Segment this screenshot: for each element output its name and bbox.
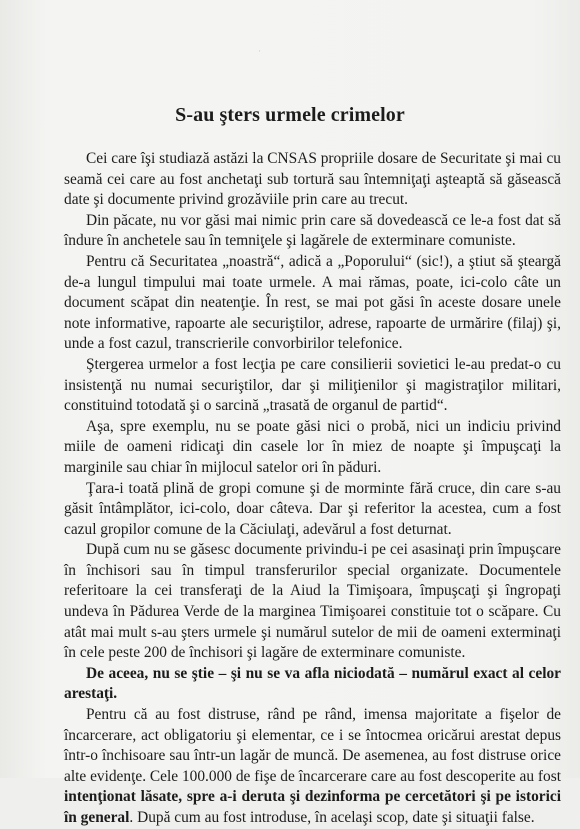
text-run: Cei care îşi studiază astăzi la CNSAS propriile dosare de Securitate şi mai cu seamă cei care au fost anchetaţi sub tortură sau întemniţaţi aşteaptă să găsească date şi documente privind grozăviile prin care au trecut.: [64, 150, 561, 209]
text-run: Pentru că Securitatea „noastră“, adică a „Poporului“ (sic!), a ştiut să şteargă de-a lungul timpului mai toate urmele. A mai rămas, poate, ici-colo câte un document scăpat din neatenţie. În rest, se mai pot găsi în aceste dosare unele note informative, rapoarte ale securiştilor, adrese, rapoarte de urmărire (filaj) şi, unde a fost cazul, transcrierile convorbirilor telefonice.: [64, 252, 561, 353]
page-title: S-au şters urmele crimelor: [175, 104, 405, 126]
text-run: Ţara-i toată plină de gropi comune şi de morminte fără cruce, din care s-au găsit întâmplător, ici-colo, doar câteva. Dar şi referitor la acestea, cum a fost cazul gropilor comune de la Căciulaţi, adevărul a fost deturnat.: [64, 479, 561, 538]
paragraph: [64, 211, 561, 252]
text-run: . După cum au fost introduse, în acelaşi scop, date şi situaţii false.: [129, 809, 535, 826]
text-run: Pentru că au fost distruse, rând pe rând, imensa majoritate a fişelor de încarcerare, act obligatoriu şi elementar, ce i se întocmea oricărui arestat depus într-o închisoare sau într-un lagăr de muncă. De asemenea, au fost distruse orice alte evidenţe. Cele 100.000 de fişe de încarcerare care au fost descoperite au fost: [64, 706, 561, 785]
paragraph: [64, 149, 561, 211]
paragraph: [64, 540, 561, 664]
text-run: După cum nu se găsesc documente privindu-i pe cei asasinaţi prin împuşcare în închisori sau în timpul transferurilor special organizate. Documentele referitoare la cei transferaţi de la Aiud la Timişoara, împuşcaţi şi îngropaţi undeva în Pădurea Verde de la marginea Timişoarei constituie tot o scăpare. Cu atât mai mult s-au şters urmele şi numărul sutelor de mii de oameni exterminaţi în cele peste 200 de închisori şi lagăre de exterminare comuniste.: [64, 541, 561, 662]
text-run: Ştergerea urmelor a fost lecţia pe care consilierii sovietici le-au predat-o cu insistenţă nu numai securiştilor, dar şi miliţienilor şi magistraţilor militari, constituind totodată şi o sarcină „trasată de organul de partid“.: [64, 355, 561, 415]
paragraph: [64, 664, 561, 705]
paragraph: [64, 705, 561, 829]
bold-text: intenţionat lăsate, spre a-i deruta şi dezinforma pe cercetători şi pe istorici în general: [64, 788, 561, 826]
text-run: Din păcate, nu vor găsi mai nimic prin care să dovedească ce le-a fost dat să îndure în anchetele sau în temniţele şi lagărele de exterminare comuniste.: [64, 211, 561, 250]
paragraph: [64, 479, 561, 541]
article-body: [64, 149, 561, 829]
paragraph: [64, 252, 561, 355]
bold-text: De aceea, nu se ştie – şi nu se va afla niciodată – numărul exact al celor arestaţi.: [64, 664, 561, 703]
text-run: Aşa, spre exemplu, nu se poate găsi nici o probă, nici un indiciu privind miile de oameni ridicaţi din casele lor în miez de noapte şi împuşcaţi la marginile sau chiar în mijlocul satelor ori în păduri.: [64, 417, 561, 476]
bleed-through-mark: ·: [258, 46, 261, 56]
paragraph: [64, 417, 561, 479]
paragraph: [64, 355, 561, 417]
